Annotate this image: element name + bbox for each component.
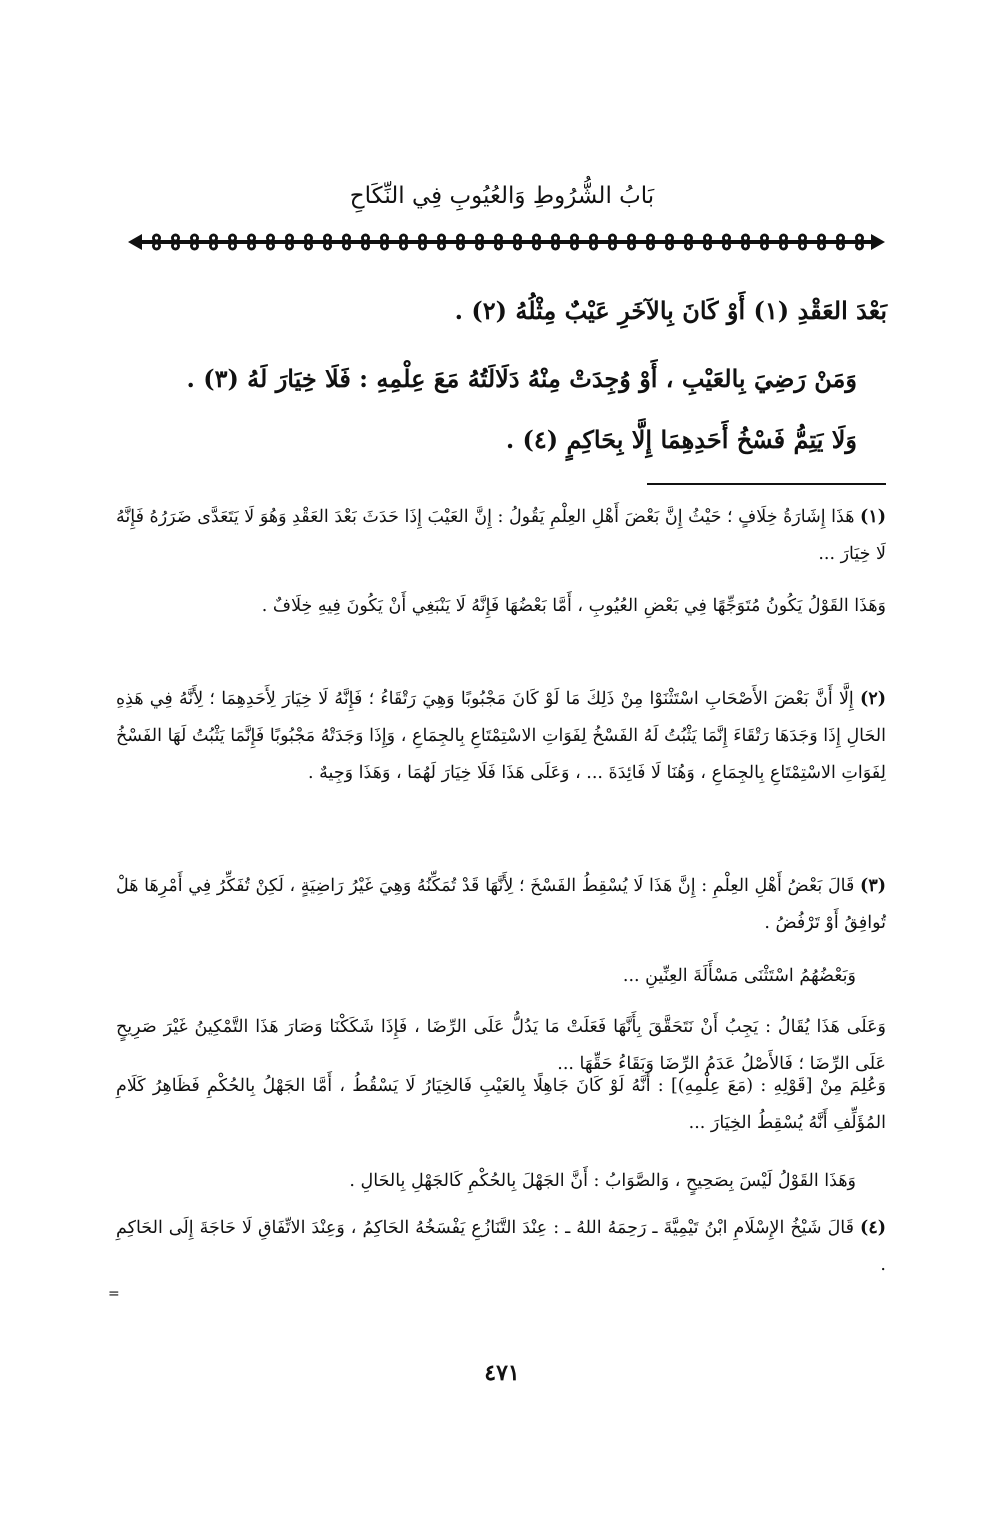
footnote-paragraph — [116, 1068, 886, 1142]
footnote-paragraph — [116, 588, 886, 625]
footnote-paragraph — [86, 958, 856, 995]
footnote-text: قَالَ شَيْخُ الإِسْلَامِ ابْنُ تَيْمِيَّةَ ـ رَحِمَهُ اللهُ ـ : عِنْدَ التَّنَازُعِ يَفْسَخُهُ الحَاكِمُ ، وَعِنْدَ الاتِّفَاقِ لَا حَاجَةَ إِلَى الحَاكِمِ . — [116, 1218, 886, 1275]
ornament-border — [128, 232, 885, 252]
footnote-text: وَهَذَا القَوْلُ لَيْسَ بِصَحِيحٍ ، وَالصَّوَابُ : أَنَّ الجَهْلَ بِالحُكْمِ كَالجَهْلِ بِالحَالِ . — [349, 1171, 856, 1191]
footnote-text: وَعَلَى هَذَا يُقَالُ : يَجِبُ أَنْ نَتَحَقَّقَ بِأَنَّهَا فَعَلَتْ مَا يَدُلُّ عَلَى الرِّضَا ، فَإِذَا شَكَكْنَا وَصَارَ هَذَا التَّمْكِينُ غَيْرَ صَرِيحٍ عَلَى الرِّضَا ؛ فَالأَصْلُ عَدَمُ الرِّضَا وَبَقَاءُ حَقِّهَا ... — [116, 1017, 886, 1074]
page-number: ٤٧١ — [484, 1360, 520, 1386]
footnote-paragraph — [116, 681, 886, 792]
footnote-paragraph — [116, 1210, 886, 1284]
main-text-line: وَمَنْ رَضِيَ بِالعَيْبِ ، أَوْ وُجِدَتْ مِنْهُ دَلَالَتُهُ مَعَ عِلْمِهِ : فَلَا خِيَارَ لَهُ (٣) . — [186, 364, 857, 393]
main-text-line: وَلَا يَتِمُّ فَسْخُ أَحَدِهِمَا إِلَّا بِحَاكِمٍ (٤) . — [505, 425, 857, 454]
continuation-mark: = — [108, 1286, 120, 1302]
footnote-number: (٤) — [860, 1218, 886, 1238]
footnote-text: هَذَا إِشَارَةُ خِلَافٍ ؛ حَيْثُ إِنَّ بَعْضَ أَهْلِ العِلْمِ يَقُولُ : إِنَّ العَيْبَ إِذَا حَدَثَ بَعْدَ العَقْدِ وَهُوَ لَا يَتَعَدَّى ضَرَرُهُ فَإِنَّهُ لَا خِيَارَ ... — [116, 507, 886, 564]
footnote-paragraph — [116, 868, 886, 942]
main-text-line: بَعْدَ العَقْدِ (١) أَوْ كَانَ بِالآخَرِ عَيْبٌ مِثْلُهُ (٢) . — [454, 296, 887, 325]
footnote-text: قَالَ بَعْضُ أَهْلِ العِلْمِ : إِنَّ هَذَا لَا يُسْقِطُ الفَسْخَ ؛ لِأَنَّهَا قَدْ تُمَكِّنُهُ وَهِيَ غَيْرُ رَاضِيَةٍ ، لَكِنْ تُفَكِّرُ فِي أَمْرِهَا هَلْ تُوافِقُ أَوْ تَرْفُضُ . — [116, 876, 886, 933]
footnote-text: وَهَذَا القَوْلُ يَكُونُ مُتَوَجِّهًا فِي بَعْضِ العُيُوبِ ، أَمَّا بَعْضُهَا فَإِنَّهُ لَا يَنْبَغِي أَنْ يَكُونَ فِيهِ خِلَافٌ . — [261, 596, 886, 616]
footnote-text: إِلَّا أَنَّ بَعْضَ الأَصْحَابِ اسْتَثْنَوْا مِنْ ذَلِكَ مَا لَوْ كَانَ مَجْبُوبًا وَهِيَ رَتْقَاءُ ؛ فَإِنَّهُ لَا خِيَارَ لِأَحَدِهِمَا ؛ لِأَنَّهُ فِي هَذِهِ الحَالِ إِذَا وَجَدَهَا رَتْقَاءَ إِنَّمَا يَثْبُتُ لَهُ الفَسْخُ لِفَوَاتِ الاسْتِمْتَاعِ بِالجِمَاعِ ، وَإِذَا وَجَدَتْهُ مَجْبُوبًا فَإِنَّمَا يَثْبُتُ لَهَا الفَسْخُ لِفَوَاتِ الاسْتِمْتَاعِ بِالجِمَاعِ ، وَهُنَا لَا فَائِدَةَ ... ، وَعَلَى هَذَا فَلَا خِيَارَ لَهُمَا ، وَهَذَا وَجِيهٌ . — [116, 689, 886, 783]
footnote-paragraph — [86, 1163, 856, 1200]
footnote-divider — [647, 483, 886, 485]
footnote-number: (٣) — [860, 876, 886, 896]
page-title: بَابُ الشُّرُوطِ وَالعُيُوبِ فِي النِّكَاحِ — [349, 183, 655, 209]
footnote-text: وَعُلِمَ مِنْ [قَوْلِهِ : (مَعَ عِلْمِهِ)] : أَنَّهُ لَوْ كَانَ جَاهِلًا بِالعَيْبِ فَالخِيَارُ لَا يَسْقُطُ ، أَمَّا الجَهْلُ بِالحُكْمِ فَظَاهِرُ كَلَامِ المُؤَلِّفِ أَنَّهُ يُسْقِطُ الخِيَارَ ... — [116, 1076, 886, 1133]
footnote-paragraph — [116, 499, 886, 573]
footnote-text: وَبَعْضُهُمُ اسْتَثْنَى مَسْأَلَةَ العِنِّينِ ... — [622, 966, 856, 986]
footnote-number: (٢) — [860, 689, 886, 709]
footnote-number: (١) — [860, 507, 886, 527]
